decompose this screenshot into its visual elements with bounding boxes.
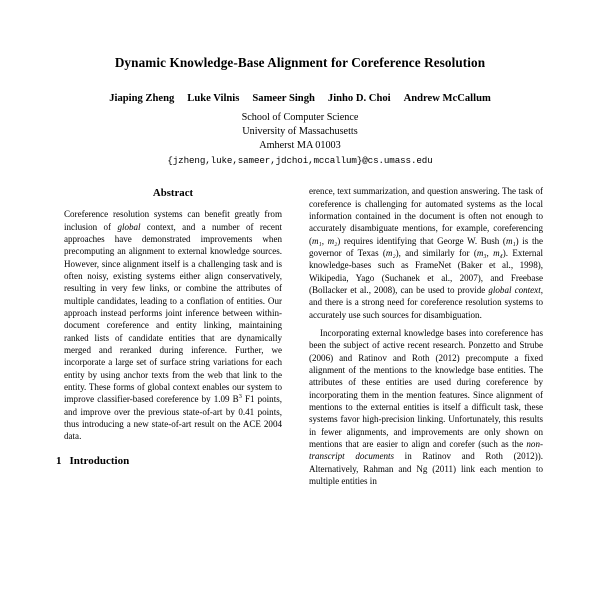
- right-paragraph-1: [309, 185, 543, 321]
- rc-mention-m2: m₂: [385, 247, 396, 258]
- abstract-text-b: context, and a number of recent approaches have demonstrated improvements when precomputing an alignment to external knowledge sources. However, since alignment itself is a challenging task and is often noisy, existing systems either align conservatively, resulting in very few links, or combine the attributes of multiple candidates, leading to a conflation of entities. Our approach instead performs joint inference between within-document coreference and entity linking, maintaining ranked lists of candidate entities that are dynamically merged and reranked during inference. Further, we incorporate a large set of surface string variations for each entity by using anchor texts from the web that link to the entity. These forms of global context enables our system to improve classifier-based coreference by 1.09 B: [64, 221, 282, 405]
- rc-text-d: ), and similarly for (: [395, 247, 477, 258]
- section-number: 1: [56, 454, 62, 467]
- rc-mention-m1m2: m₁, m₂: [312, 235, 338, 246]
- left-column: [56, 185, 290, 493]
- rc-text-b: ) requires identifying that George W. Bush (: [337, 235, 506, 246]
- page-title: Dynamic Knowledge-Base Alignment for Coreference Resolution: [114, 55, 486, 70]
- affiliation-line-2: University of Massachusetts: [242, 125, 358, 137]
- author-3: Sameer Singh: [252, 93, 315, 105]
- rc-text-c: ) is the governor of Texas (: [309, 235, 543, 258]
- author-2: Luke Vilnis: [187, 93, 240, 105]
- abstract-paragraph: [56, 208, 290, 443]
- rc2-text-a: Incorporating external knowledge bases into coreference has been the subject of active recent research. Ponzetto and Strube (2006) and Ratinov and Roth (2012) precompute a fixed alignment of the mentions to the knowledge base entities. The attributes of these entities are used during coreference by incorporating them in the mention features. Since alignment of mentions to the external entities is itself a difficult task, these systems favor high-precision linking. Unfortunately, this results in fewer alignments, and improvements are only shown on mentions that are easier to align and corefer (such as the: [309, 327, 543, 450]
- rc-italic-global-context: global context: [488, 284, 541, 295]
- author-1: Jiaping Zheng: [109, 93, 175, 105]
- right-paragraph-2: [309, 327, 543, 487]
- section-title: Introduction: [69, 454, 130, 467]
- author-5: Andrew McCallum: [403, 93, 491, 105]
- rc-text-f: , and there is a strong need for coreference resolution systems to accurately use such sources for disambiguation.: [309, 284, 543, 320]
- rc-mention-m3m4: m₃, m₄: [476, 247, 503, 258]
- author-list: [56, 93, 544, 104]
- abstract-italic-global: global: [117, 221, 141, 232]
- abstract-text-c: F1 points, and improve over the previous state-of-art by 0.41 points, thus introducing a new state-of-art result on the ACE 2004 data.: [64, 394, 282, 442]
- two-column-body: [56, 185, 544, 493]
- rc-text-a: erence, text summarization, and question answering. The task of coreference is challenging for automated systems as the local information contained in the document is often not enough to accurately disambiguate mentions, for example, coreferencing (: [309, 186, 543, 246]
- rc2-text-b: in Ratinov and Roth (2012)). Alternatively, Rahman and Ng (2011) link each mention to multiple entities in: [309, 451, 543, 487]
- abstract-superscript: 3: [238, 393, 242, 401]
- abstract-heading: Abstract: [152, 187, 194, 200]
- abstract-text-a: Coreference resolution systems can benefit greatly from inclusion of: [64, 209, 282, 232]
- rc2-italic-nontranscript: non-transcript documents: [309, 439, 543, 462]
- affiliation-line-1: School of Computer Science: [241, 112, 359, 124]
- affiliation: [56, 111, 544, 152]
- author-emails: {jzheng,luke,sameer,jdchoi,mccallum}@cs.umass.edu: [167, 155, 433, 167]
- right-column: [309, 185, 543, 493]
- rc-text-e: ). External knowledge-bases such as FrameNet (Baker et al., 1998), Wikipedia, Yago (Suchanek et al., 2007), and Freebase (Bollacker et al., 2008), can be used to provide: [309, 247, 543, 295]
- author-4: Jinho D. Choi: [327, 93, 391, 105]
- rc-mention-m1: m₁: [505, 235, 516, 246]
- affiliation-line-3: Amherst MA 01003: [259, 139, 341, 151]
- section-heading-introduction: [56, 455, 290, 467]
